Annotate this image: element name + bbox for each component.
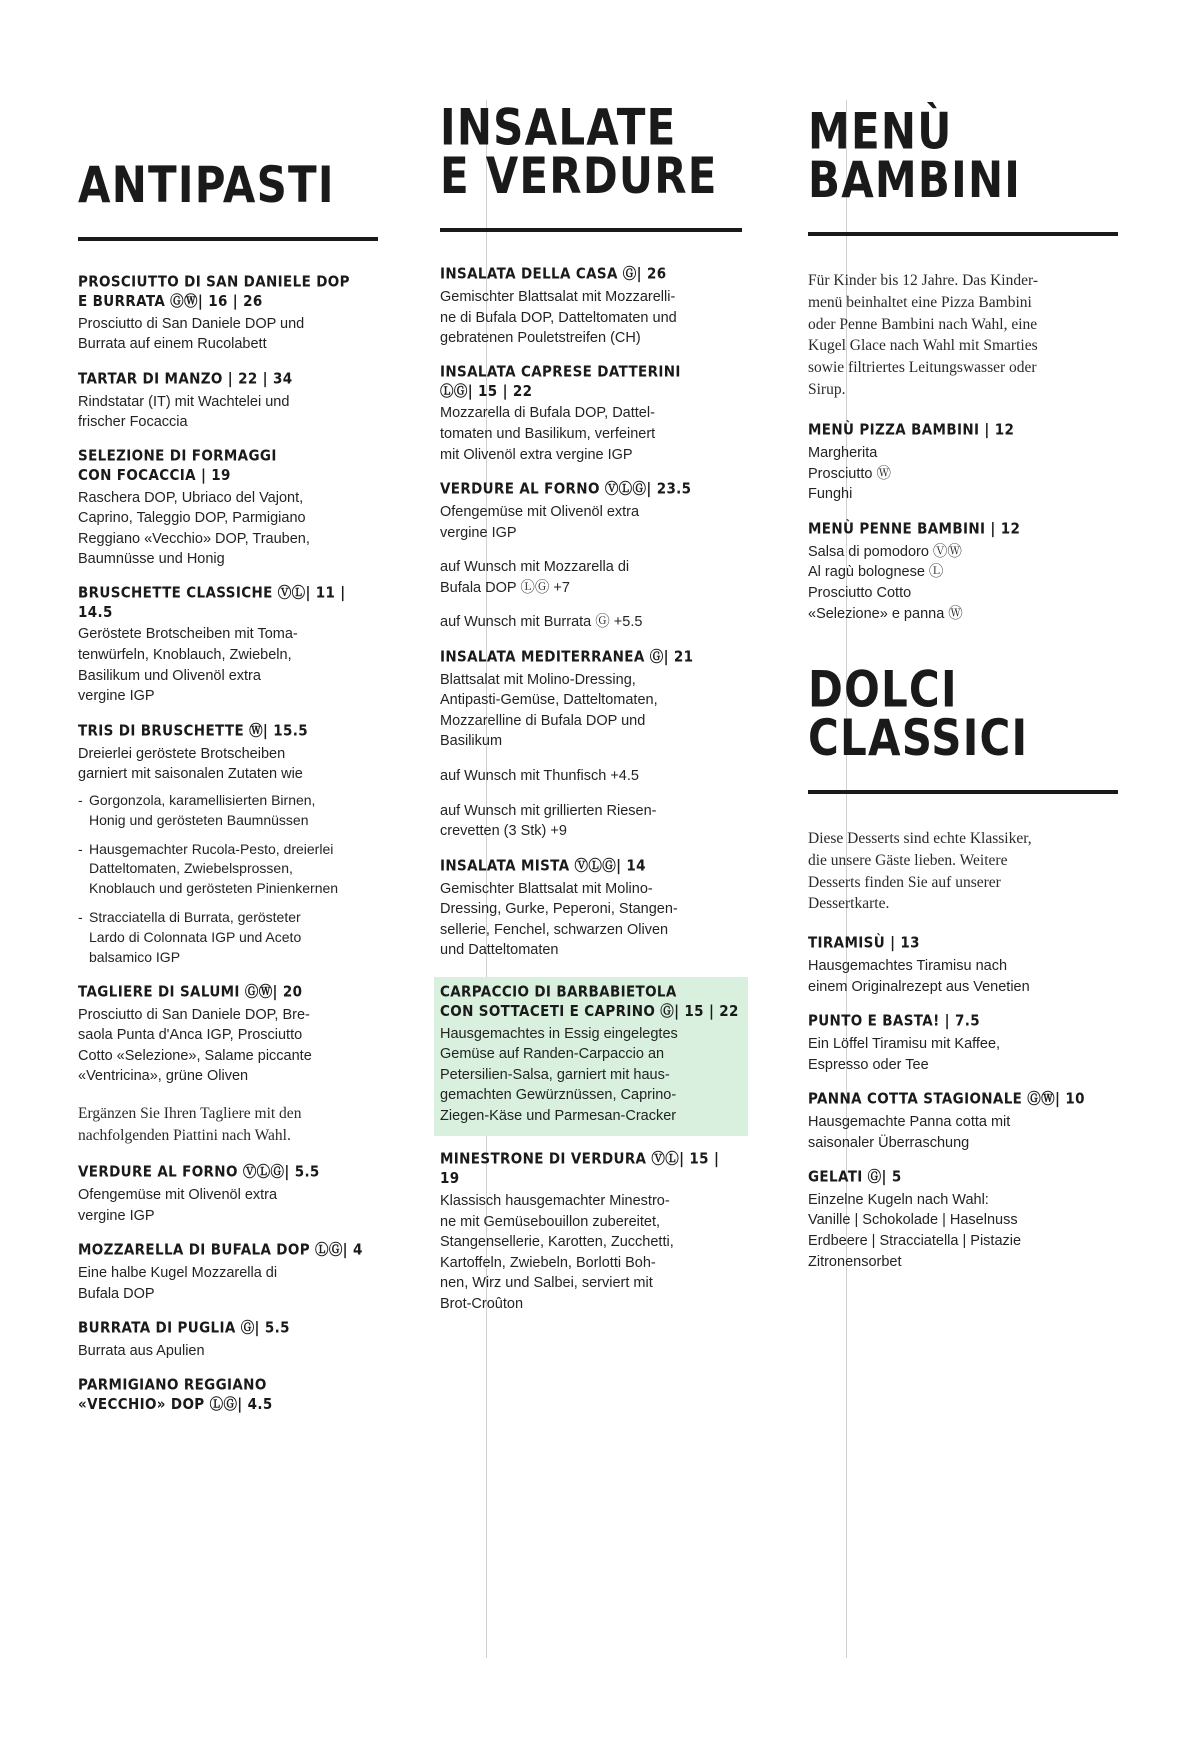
item-name: MENÙ PIZZA BAMBINI | 12 — [808, 421, 1015, 440]
item-description: Gemischter Blattsalat mit Mozzarelli- ne di Bufala DOP, Datteltomaten und gebratenen Pouletstreifen (CH) — [440, 289, 677, 347]
menu-item — [440, 266, 742, 349]
menu-item — [440, 858, 742, 961]
dolci-note: Diese Desserts sind echte Klassiker, die unsere Gäste lieben. Weitere Desserts finden Sie auf unserer Dessertkarte. — [808, 830, 1032, 913]
list-item: - Gorgonzola, karamellisierten Birnen, Honig und gerösteten Baumnüssen — [78, 791, 378, 831]
page-title-insalate: INSALATE E VERDURE — [440, 98, 718, 205]
item-name: PANNA COTTA STAGIONALE ⒼⓌ| 10 — [808, 1090, 1085, 1108]
item-name: BRUSCHETTE CLASSICHE ⓋⓁ| 11 | 14.5 — [78, 584, 346, 622]
item-description: Ein Löffel Tiramisu mit Kaffee, Espresso oder Tee — [808, 1035, 1001, 1073]
menu-item — [440, 649, 742, 752]
dolci-title-wrap — [808, 640, 1118, 794]
item-name: TRIS DI BRUSCHETTE Ⓦ| 15.5 — [78, 721, 308, 740]
item-description: Geröstete Brotscheiben mit Toma- tenwürfeln, Knoblauch, Zwiebeln, Basilikum und Olivenöl extra vergine IGP — [78, 626, 298, 705]
menu-item — [808, 935, 1118, 997]
menu-item — [78, 586, 378, 707]
menu-item — [808, 1169, 1118, 1272]
item-name: TARTAR DI MANZO | 22 | 34 — [78, 370, 293, 388]
item-name: PROSCIUTTO DI SAN DANIELE DOP E BURRATA ⒼⓌ| 16 | 26 — [78, 273, 350, 311]
menu-item — [440, 1152, 742, 1314]
item-name: MINESTRONE DI VERDURA ⓋⓁ| 15 | 19 — [440, 1150, 720, 1188]
antipasti-rule — [78, 237, 378, 241]
menu-columns — [78, 100, 1118, 1660]
menu-item — [808, 521, 1118, 624]
item-description: Einzelne Kugeln nach Wahl: Vanille | Schokolade | Haselnuss Erdbeere | Stracciatella | Pistazie Zitronensorbet — [808, 1191, 1022, 1270]
list-item: - Hausgemachter Rucola-Pesto, dreierlei Datteltomaten, Zwiebelsprossen, Knoblauch und gerösteten Pinienkernen — [78, 840, 378, 900]
item-name: SELEZIONE DI FORMAGGI CON FOCACCIA | 19 — [78, 447, 277, 485]
item-name: INSALATA MISTA ⓋⓁⒼ| 14 — [440, 856, 646, 875]
item-description: Hausgemachte Panna cotta mit saisonaler Überraschung — [808, 1113, 1011, 1151]
antipasti-title-wrap — [78, 100, 378, 241]
menu-item — [440, 481, 742, 543]
item-description: Prosciutto di San Daniele DOP, Bre- saola Punta d'Anca IGP, Prosciutto Cotto «Selezione», Salame piccante «Ventricina», grüne Oliven — [78, 1006, 312, 1085]
item-description: Klassisch hausgemachter Minestro- ne mit Gemüsebouillon zubereitet, Stangensellerie, Karotten, Zucchetti, Kartoffeln, Zwiebeln, Borlotti Boh- nen, Wirz und Salbei, serviert mit Brot-Croûton — [440, 1193, 674, 1312]
item-description: Rindstatar (IT) mit Wachtelei und frischer Focaccia — [78, 393, 290, 431]
item-description: Dreierlei geröstete Brotscheiben garniert mit saisonalen Zutaten wie — [78, 745, 303, 783]
item-name: TIRAMISÙ | 13 — [808, 934, 920, 952]
menu-item — [808, 422, 1118, 505]
item-name: MENÙ PENNE BAMBINI | 12 — [808, 520, 1021, 538]
menu-item — [78, 371, 378, 433]
item-description: Margherita Prosciutto Ⓦ Funghi — [808, 445, 891, 503]
item-description: Blattsalat mit Molino-Dressing, Antipasti-Gemüse, Datteltomaten, Mozzarelline di Bufala DOP und Basilikum — [440, 671, 658, 750]
item-description: Mozzarella di Bufala DOP, Dattel- tomaten und Basilikum, verfeinert mit Olivenöl extra vergine IGP — [440, 405, 656, 463]
item-description: Hausgemachtes Tiramisu nach einem Originalrezept aus Venetien — [808, 957, 1030, 995]
page-title-dolci: DOLCI CLASSICI — [808, 660, 1029, 767]
section-insalate — [408, 100, 768, 1660]
antipasti-note: Ergänzen Sie Ihren Tagliere mit den nachfolgenden Piattini nach Wahl. — [78, 1104, 302, 1144]
item-variant-list — [78, 791, 378, 968]
menu-item-highlighted — [434, 977, 748, 1137]
bambini-note: Für Kinder bis 12 Jahre. Das Kinder- menü beinhaltet eine Pizza Bambini oder Penne Bambini nach Wahl, eine Kugel Glace nach Wahl mit Smarties sowie filtriertes Leitungswasser oder Sirup. — [808, 272, 1038, 398]
item-name: VERDURE AL FORNO ⓋⓁⒼ| 5.5 — [78, 1163, 320, 1181]
list-item: - Stracciatella di Burrata, gerösteter Lardo di Colonnata IGP und Aceto balsamico IGP — [78, 908, 378, 968]
item-name: GELATI Ⓖ| 5 — [808, 1168, 902, 1186]
item-addon: auf Wunsch mit Thunfisch +4.5 — [440, 768, 639, 785]
menu-item — [78, 984, 378, 1087]
section-antipasti — [78, 100, 408, 1660]
item-description: Gemischter Blattsalat mit Molino- Dressing, Gurke, Peperoni, Stangen- sellerie, Fenchel, schwarzen Oliven und Datteltomaten — [440, 880, 678, 959]
item-description: Prosciutto di San Daniele DOP und Burrata auf einem Rucolabett — [78, 315, 305, 353]
menu-item — [78, 1375, 378, 1414]
menu-item — [440, 365, 742, 465]
item-description: Eine halbe Kugel Mozzarella di Bufala DOP — [78, 1265, 278, 1302]
item-description: Salsa di pomodoro ⓋⓌ Al ragù bolognese Ⓛ Prosciutto Cotto «Selezione» e panna Ⓦ — [808, 543, 963, 622]
menu-item — [78, 1320, 378, 1361]
menu-item — [78, 1242, 378, 1304]
menu-item — [78, 1164, 378, 1226]
item-name: INSALATA DELLA CASA Ⓖ| 26 — [440, 265, 667, 284]
menu-item — [78, 723, 378, 968]
item-name: VERDURE AL FORNO ⓋⓁⒼ| 23.5 — [440, 480, 692, 498]
menu-item — [808, 1091, 1118, 1153]
item-name: BURRATA DI PUGLIA Ⓖ| 5.5 — [78, 1319, 290, 1337]
item-description: Burrata aus Apulien — [78, 1343, 205, 1359]
item-name: INSALATA MEDITERRANEA Ⓖ| 21 — [440, 648, 694, 666]
item-addon: auf Wunsch mit Mozzarella di Bufala DOP ⓁⒼ +7 — [440, 559, 630, 596]
menu-item — [808, 1013, 1118, 1075]
insalate-title-wrap — [440, 100, 742, 232]
item-name: CARPACCIO DI BARBABIETOLA CON SOTTACETI E CAPRINO Ⓖ| 15 | 22 — [440, 983, 739, 1021]
dolci-rule — [808, 790, 1118, 794]
menu-item — [78, 449, 378, 570]
item-name: INSALATA CAPRESE DATTERINI ⓁⒼ| 15 | 22 — [440, 363, 681, 401]
bambini-title-wrap — [808, 100, 1118, 236]
item-description: Ofengemüse mit Olivenöl extra vergine IGP — [440, 504, 640, 541]
item-addon: auf Wunsch mit grillierten Riesen- crevetten (3 Stk) +9 — [440, 802, 657, 840]
page-title-antipasti: ANTIPASTI — [78, 155, 335, 214]
item-name: MOZZARELLA DI BUFALA DOP ⓁⒼ| 4 — [78, 1241, 363, 1259]
menu-item — [78, 275, 378, 355]
item-addon: auf Wunsch mit Burrata Ⓖ +5.5 — [440, 614, 643, 631]
item-name: TAGLIERE DI SALUMI ⒼⓌ| 20 — [78, 982, 303, 1001]
item-description: Raschera DOP, Ubriaco del Vajont, Caprino, Taleggio DOP, Parmigiano Reggiano «Vecchio» DOP, Trauben, Baumnüsse und Honig — [78, 489, 310, 568]
item-name: PARMIGIANO REGGIANO «VECCHIO» DOP ⓁⒼ| 4.5 — [78, 1375, 273, 1413]
bambini-rule — [808, 232, 1118, 236]
item-name: PUNTO E BASTA! | 7.5 — [808, 1012, 980, 1030]
insalate-rule — [440, 228, 742, 232]
item-description: Hausgemachtes in Essig eingelegtes Gemüse auf Randen-Carpaccio an Petersilien-Salsa, garniert mit haus- gemachten Gewürznüssen, Caprino- Ziegen-Käse und Parmesan-Cracker — [440, 1025, 678, 1124]
page-title-bambini: MENÙ BAMBINI — [808, 102, 1022, 209]
section-bambini-dolci — [768, 100, 1118, 1660]
item-description: Ofengemüse mit Olivenöl extra vergine IGP — [78, 1187, 278, 1224]
